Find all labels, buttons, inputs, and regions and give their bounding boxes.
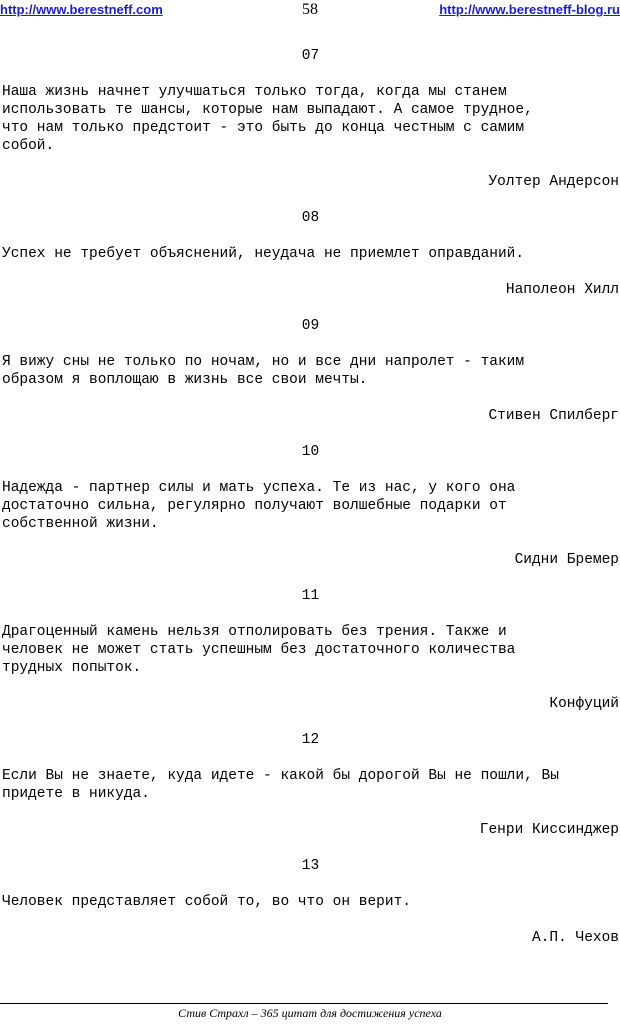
quote-author: Наполеон Хилл xyxy=(505,282,619,298)
quote-author: Уолтер Андерсон xyxy=(488,174,619,190)
page-number: 58 xyxy=(302,1,318,18)
header-link-berestneff-blog[interactable]: http://www.berestneff-blog.ru xyxy=(439,2,620,17)
footer-book-title: Стив Страхл – 365 цитат для достижения успеха xyxy=(178,1006,442,1020)
header-link-berestneff[interactable]: http://www.berestneff.com xyxy=(0,2,163,17)
quote-number: 09 xyxy=(301,318,320,334)
quote-author: Стивен Спилберг xyxy=(488,408,619,424)
quote-author: Сидни Бремер xyxy=(514,552,619,568)
quote-text: Человек представляет собой то, во что он верит. xyxy=(2,894,411,910)
quote-text: Успех не требует объяснений, неудача не приемлет оправданий. xyxy=(2,246,525,262)
quote-number: 10 xyxy=(301,444,320,460)
quote-author: Конфуций xyxy=(549,696,619,712)
quote-number: 11 xyxy=(301,588,320,604)
quote-text: Надежда - партнер силы и мать успеха. Те из нас, у кого она достаточно сильна, регулярно получают волшебные подарки от собственной жизни. xyxy=(2,480,516,532)
quote-text: Если Вы не знаете, куда идете - какой бы дорогой Вы не пошли, Вы придете в никуда. xyxy=(2,768,559,802)
quote-author: А.П. Чехов xyxy=(531,930,619,946)
footer-divider xyxy=(0,1003,608,1004)
quote-number: 12 xyxy=(301,732,320,748)
page-header xyxy=(0,0,620,20)
quote-text: Я вижу сны не только по ночам, но и все дни напролет - таким образом я воплощаю в жизнь все свои мечты. xyxy=(2,354,525,388)
quote-author: Генри Киссинджер xyxy=(479,822,619,838)
quote-number: 08 xyxy=(301,210,320,226)
quote-text: Наша жизнь начнет улучшаться только тогда, когда мы станем использовать те шансы, которые нам выпадают. А самое трудное, что нам только предстоит - это быть до конца честным с самим собой. xyxy=(2,84,533,154)
quote-number: 07 xyxy=(301,48,320,64)
quote-text: Драгоценный камень нельзя отполировать без трения. Также и человек не может стать успешным без достаточного количества трудных попыток. xyxy=(2,624,516,676)
quote-number: 13 xyxy=(301,858,320,874)
